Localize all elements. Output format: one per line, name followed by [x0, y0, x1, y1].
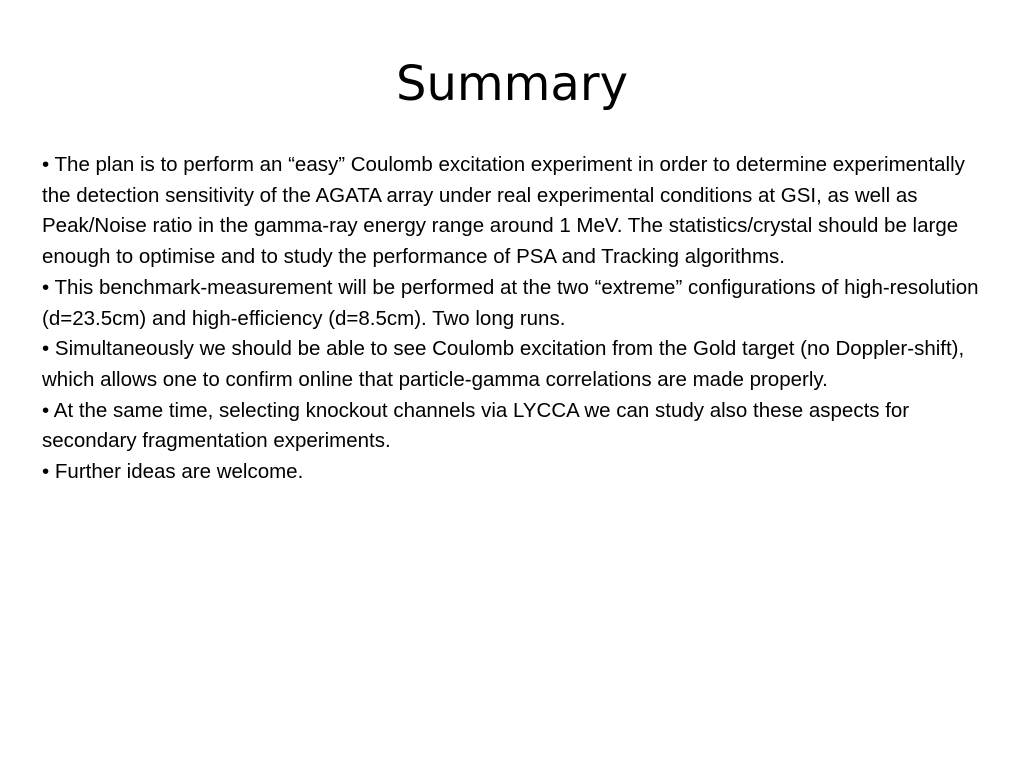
bullet-item: [42, 150, 987, 273]
bullet-item: [42, 273, 987, 334]
bullet-mark: •: [42, 275, 50, 299]
bullet-mark: •: [42, 153, 50, 176]
slide-title: Summary: [396, 56, 628, 112]
bullet-item: [42, 334, 987, 395]
bullet-text: Simultaneously we should be able to see Coulomb excitation from the Gold target (no Doppler-shift), which allows one to confirm online that particle-gamma correlations are made properly.: [42, 337, 965, 391]
bullet-item: [42, 396, 987, 457]
bullet-item: [42, 457, 987, 488]
bullet-text: The plan is to perform an “easy” Coulomb excitation experiment in order to determine experimentally the detection sensitivity of the AGATA array under real experimental conditions at GSI, as well as Peak/Noise ratio in the gamma-ray energy range around 1 MeV. The statistics/crystal should be large enough to optimise and to study the performance of PSA and Tracking algorithms.: [42, 153, 965, 269]
bullet-mark: •: [42, 398, 50, 422]
bullet-text: This benchmark-measurement will be performed at the two “extreme” configurations of high-resolution (d=23.5cm) and high-efficiency (d=8.5cm). Two long runs.: [42, 275, 979, 330]
bullet-text: At the same time, selecting knockout channels via LYCCA we can study also these aspects for secondary fragmentation experiments.: [42, 398, 910, 453]
bullet-mark: •: [42, 460, 50, 484]
bullet-text: Further ideas are welcome.: [54, 460, 304, 484]
bullet-mark: •: [42, 337, 50, 361]
bullet-list: [42, 150, 987, 488]
